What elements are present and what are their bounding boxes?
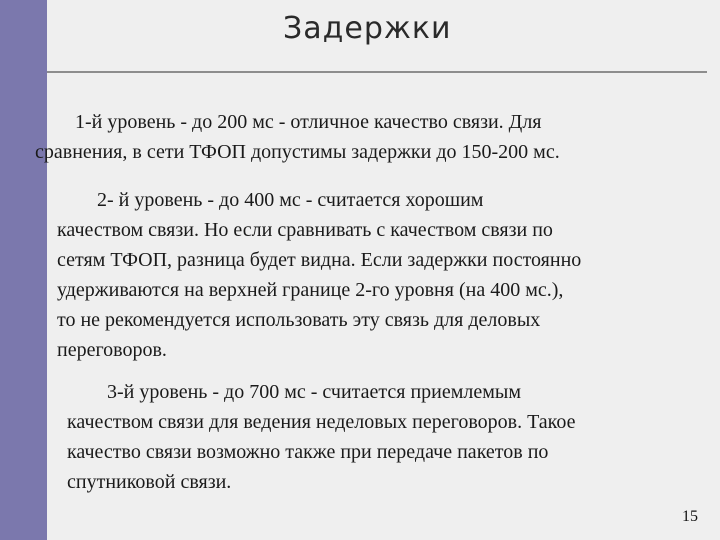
left-accent-bar [0,0,47,540]
paragraph-line: переговоров. [57,339,167,361]
paragraph-level-2 [57,185,707,365]
paragraph-line: качеством связи для ведения неделовых переговоров. Такое [67,411,576,433]
paragraph-line: удерживаются на верхней границе 2-го уровня (на 400 мс.), [57,279,564,301]
paragraph-line: 2- й уровень - до 400 мс - считается хорошим [57,189,484,211]
paragraph-line: то не рекомендуется использовать эту связь для деловых [57,309,541,331]
paragraph-line: 3-й уровень - до 700 мс - считается приемлемым [67,381,522,403]
paragraph-level-1 [35,107,705,167]
paragraph-level-3 [67,377,707,497]
slide-title: Задержки [283,11,452,46]
paragraph-line: сравнения, в сети ТФОП допустимы задержки до 150-200 мс. [35,141,560,163]
paragraph-line: качеством связи. Но если сравнивать с качеством связи по [57,219,553,241]
paragraph-line: сетям ТФОП, разница будет видна. Если задержки постоянно [57,249,582,271]
page-number: 15 [682,508,698,525]
title-divider [47,71,707,73]
paragraph-line: качество связи возможно также при передаче пакетов по [67,441,549,463]
paragraph-line: 1-й уровень - до 200 мс - отличное качество связи. Для [35,111,542,133]
paragraph-line: спутниковой связи. [67,471,232,493]
